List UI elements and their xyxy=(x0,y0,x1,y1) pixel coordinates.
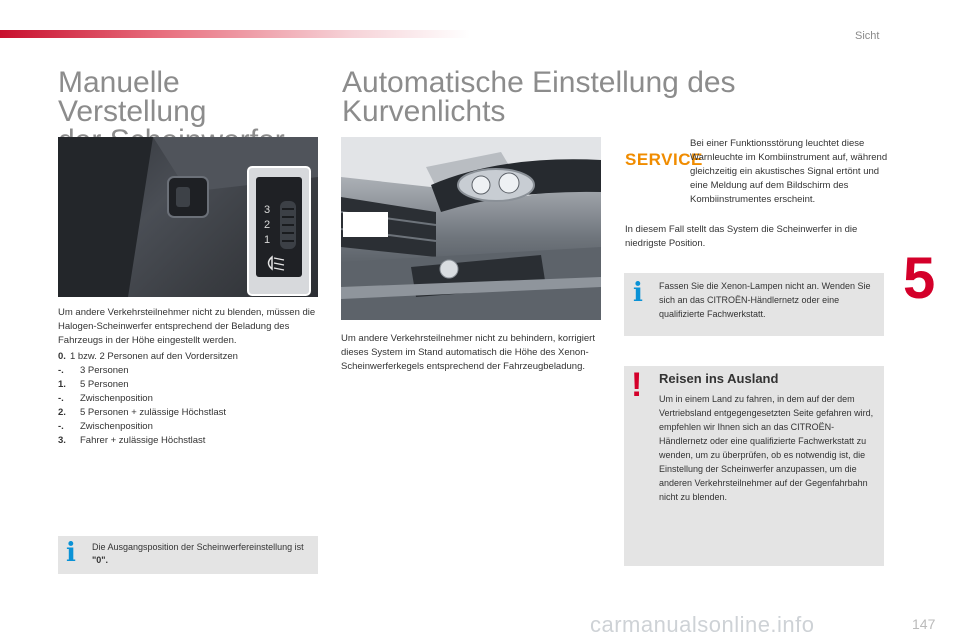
warning-title: Reisen ins Ausland xyxy=(659,371,779,386)
left-intro-text: Um andere Verkehrsteilnehmer nicht zu blenden, müssen die Halogen-Scheinwerfer entsprechend der Beladung des Fahrzeugs in der Höhe eingestellt werden. xyxy=(58,307,316,346)
info-left-text-bold: "0". xyxy=(92,555,109,565)
info-icon: i xyxy=(66,538,76,568)
position-text: 3 Personen xyxy=(80,365,129,376)
position-key: -. xyxy=(58,365,64,376)
dial-mark-3: 3 xyxy=(264,204,271,216)
position-text: 5 Personen + zulässige Höchstlast xyxy=(80,407,227,418)
info-icon: i xyxy=(633,278,643,308)
position-text: Fahrer + zulässige Höchstlast xyxy=(80,435,206,446)
position-key: -. xyxy=(58,393,64,404)
right-title: Automatische Einstellung des Kurvenlichts xyxy=(342,66,736,128)
service-text-2: In diesem Fall stellt das System die Scheinwerfer in die niedrigste Position. xyxy=(625,224,858,249)
section-label: Sicht xyxy=(855,30,880,42)
position-row xyxy=(58,420,320,434)
warning-text: Um in einem Land zu fahren, in dem auf der dem Vertriebsland entgegengesetzten Seite gefahren wird, empfehlen wir Ihnen sich an das CITROËN-Händlernetz oder eine qualifizierte Fachwerkstatt zu wenden, um zu überprüfen, ob es notwendig ist, die Einstellung der Scheinwerfer anzupassen, um die anderen Verkehrsteilnehmer auf der Gegenfahrbahn nicht zu blenden. xyxy=(659,394,874,502)
car-front-illustration xyxy=(341,137,601,320)
info-right-text: Fassen Sie die Xenon-Lampen nicht an. Wenden Sie sich an das CITROËN-Händlernetz oder eine qualifizierte Fachwerkstatt. xyxy=(659,281,871,319)
xenon-headlamp-photo xyxy=(341,137,601,320)
service-text: Bei einer Funktionsstörung leuchtet diese Warnleuchte im Kombiinstrument auf, während gleichzeitig ein akustisches Signal ertönt und eine Meldung auf dem Bildschirm des Kombiinstrumentes erscheint. xyxy=(690,138,888,205)
position-row xyxy=(58,350,320,364)
dial-mark-2: 2 xyxy=(264,219,271,231)
position-key: 0. xyxy=(58,351,66,362)
position-row xyxy=(58,392,320,406)
watermark: carmanualsonline.info xyxy=(590,612,815,637)
position-key: 2. xyxy=(58,407,66,418)
info-left-text xyxy=(92,541,312,567)
position-row xyxy=(58,364,320,378)
service-warning-icon: SERVICE xyxy=(625,150,703,169)
position-key: 3. xyxy=(58,435,66,446)
right-mid-text: Um andere Verkehrsteilnehmer nicht zu behindern, korrigiert dieses System im Stand automatisch die Höhe des Xenon-Scheinwerferkegels entsprechend der Fahrzeugbeladung. xyxy=(341,333,595,372)
headlamp-dial-photo xyxy=(58,137,318,297)
load-position-list xyxy=(58,350,320,448)
dial-photo-illustration xyxy=(58,137,318,297)
dial-mark-1: 1 xyxy=(264,234,271,246)
position-text: Zwischenposition xyxy=(80,393,153,404)
position-key: 1. xyxy=(58,379,66,390)
position-row xyxy=(58,378,320,392)
position-text: 5 Personen xyxy=(80,379,129,390)
page-number: 147 xyxy=(912,616,936,632)
info-left-text-main: Die Ausgangsposition der Scheinwerfereinstellung ist xyxy=(92,542,304,552)
left-title-line1: Manuelle Verstellung xyxy=(58,66,207,128)
position-text: Zwischenposition xyxy=(80,421,153,432)
position-text: 1 bzw. 2 Personen auf den Vordersitzen xyxy=(69,351,238,362)
top-accent-bar xyxy=(0,30,470,38)
chapter-number: 5 xyxy=(903,246,936,311)
position-row xyxy=(58,434,320,448)
position-row xyxy=(58,406,320,420)
position-key: -. xyxy=(58,421,64,432)
warning-exclamation-icon: ! xyxy=(631,366,643,404)
